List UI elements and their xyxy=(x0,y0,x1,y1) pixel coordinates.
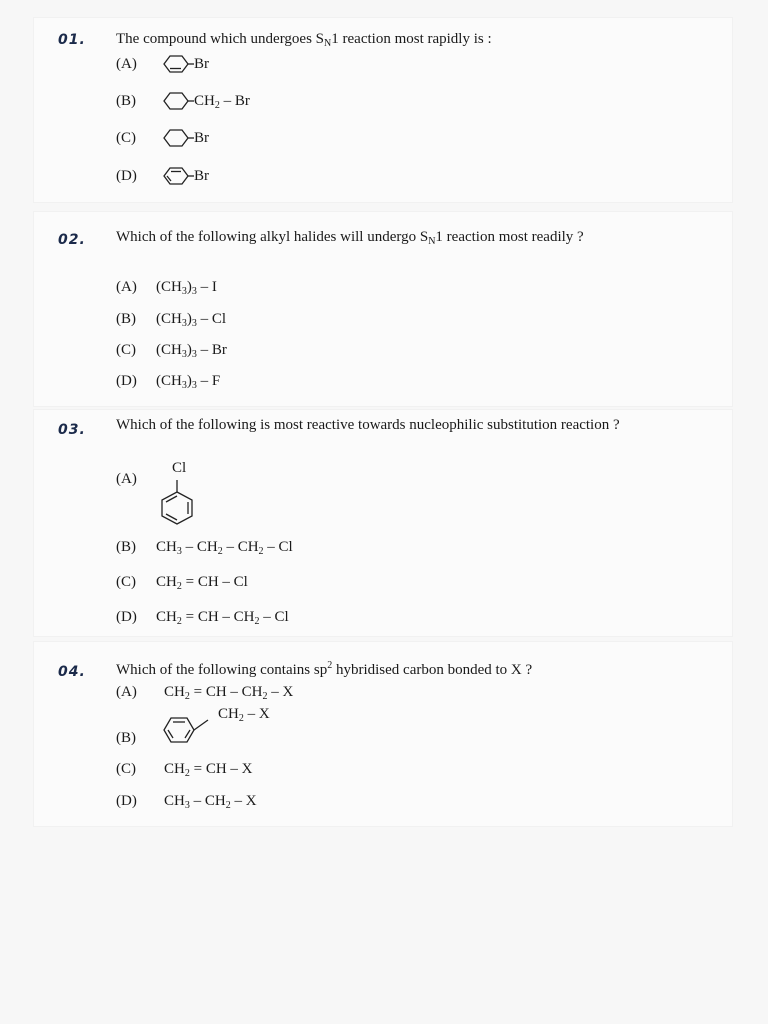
option-label: (A) xyxy=(116,56,137,72)
option-b[interactable]: (B) $CH_3 - CH_2 - CH_2$ – Cl xyxy=(116,536,293,558)
question-number: 02. xyxy=(58,232,86,248)
question-text: Which of the following contains $sp^2$ hybridised carbon bonded to X ? xyxy=(116,660,533,678)
option-d[interactable]: (D) Br xyxy=(116,165,209,187)
benzene-ring xyxy=(162,714,214,744)
cyclohexane-ring xyxy=(164,128,194,148)
option-a[interactable] xyxy=(116,468,156,490)
option-d[interactable]: (D) $CH_2$ = CH – $CH_2$ – Cl xyxy=(116,606,289,628)
option-label: (B) xyxy=(116,93,136,109)
option-label: (C) xyxy=(116,342,136,358)
option-a[interactable]: (A) $(CH_3)_3$ – I xyxy=(116,276,217,298)
option-b[interactable] xyxy=(116,727,164,749)
option-label: (B) xyxy=(116,730,136,746)
option-d[interactable]: (D) $CH_3 - CH_2$ – X xyxy=(116,790,257,812)
question-text: The compound which undergoes $S_N1$ reaction most rapidly is : xyxy=(116,31,492,49)
option-b[interactable]: (B) $CH_2$ – Br xyxy=(116,90,250,112)
option-label: (A) xyxy=(116,279,137,295)
option-label: (B) xyxy=(116,311,136,327)
question-card-1 xyxy=(34,18,732,202)
ch2x-substituent: $CH_2$ – X xyxy=(218,706,270,724)
question-card-2 xyxy=(34,212,732,406)
option-label: (A) xyxy=(116,684,137,700)
question-number: 03. xyxy=(58,422,86,438)
cyclohexene-ring xyxy=(164,54,194,74)
question-text: Which of the following alkyl halides will undergo $S_N1$ reaction most readily ? xyxy=(116,229,584,247)
option-a[interactable]: (A) Br xyxy=(116,53,209,75)
option-label: (C) xyxy=(116,130,136,146)
option-label: (D) xyxy=(116,373,137,389)
option-label: (A) xyxy=(116,471,137,487)
chlorine-substituent: Cl xyxy=(172,460,187,476)
option-label: (B) xyxy=(116,539,136,555)
option-label: (C) xyxy=(116,761,136,777)
option-label: (C) xyxy=(116,574,136,590)
cyclohexadiene-ring xyxy=(164,166,194,186)
question-card-3 xyxy=(34,410,732,636)
question-text: Which of the following is most reactive towards nucleophilic substitution reaction ? xyxy=(116,417,620,433)
option-c[interactable]: (C) $CH_2$ = CH – X xyxy=(116,758,253,780)
option-c[interactable]: (C) $CH_2$ = CH – Cl xyxy=(116,571,248,593)
question-number: 04. xyxy=(58,664,86,680)
option-label: (D) xyxy=(116,168,137,184)
question-number: 01. xyxy=(58,32,86,48)
option-b[interactable]: (B) $(CH_3)_3$ – Cl xyxy=(116,308,226,330)
option-c[interactable]: (C) Br xyxy=(116,127,209,149)
benzene-ring xyxy=(158,478,198,530)
option-c[interactable]: (C) $(CH_3)_3$ – Br xyxy=(116,339,227,361)
option-a[interactable]: (A) $CH_2$ = CH – $CH_2$ – X xyxy=(116,681,293,703)
question-card-4 xyxy=(34,642,732,826)
option-d[interactable]: (D) $(CH_3)_3$ – F xyxy=(116,370,220,392)
cyclohexane-ring xyxy=(164,91,194,111)
option-label: (D) xyxy=(116,793,137,809)
option-label: (D) xyxy=(116,609,137,625)
